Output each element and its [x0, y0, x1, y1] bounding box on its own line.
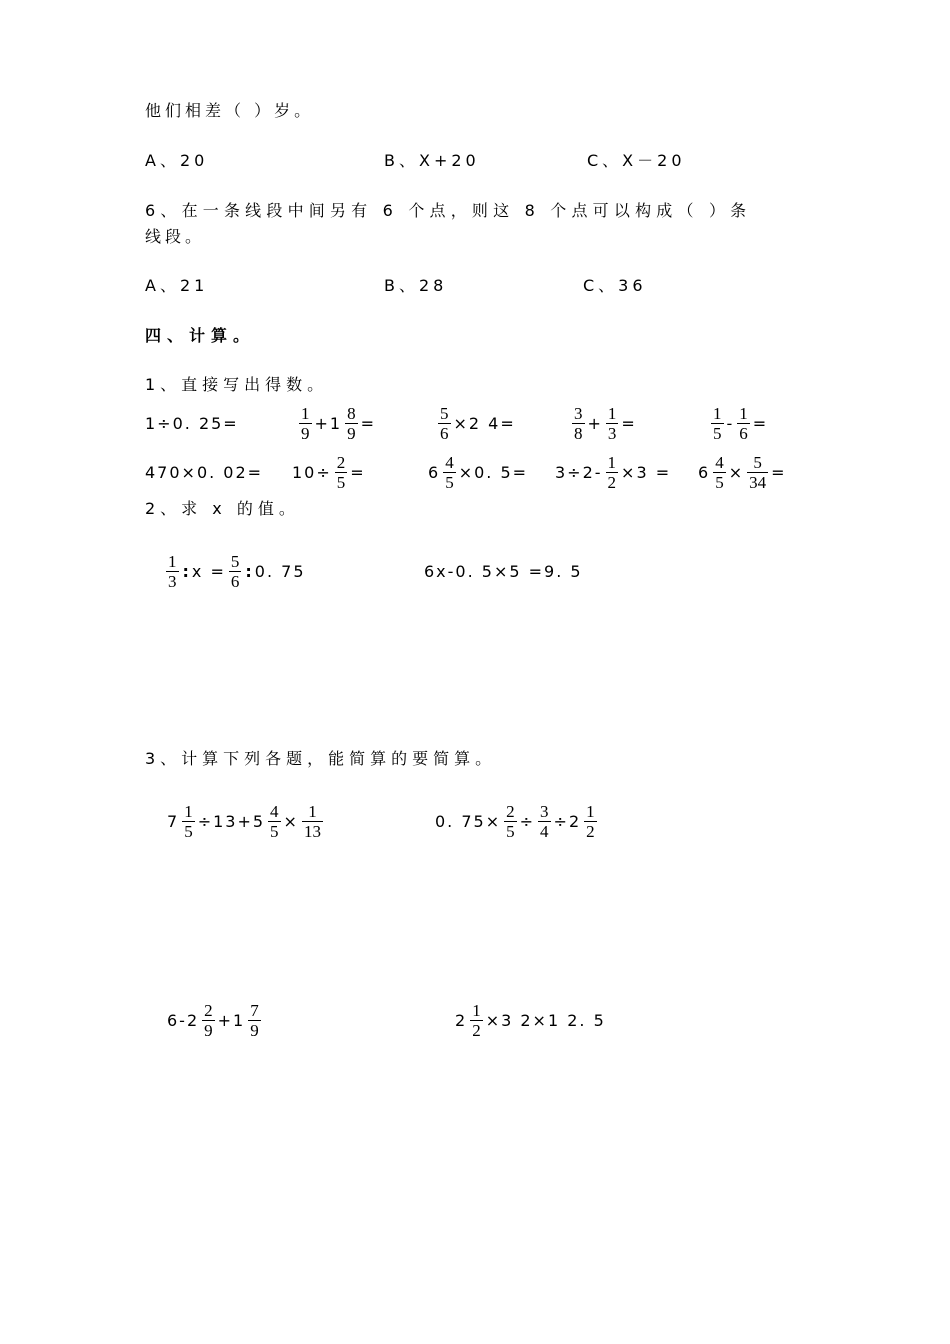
expr-text: 10÷	[292, 462, 332, 482]
fraction	[504, 802, 517, 841]
numerator: 2	[506, 801, 515, 821]
fraction	[345, 404, 358, 443]
expr-text: ÷2	[553, 811, 582, 831]
expr-text: =	[752, 413, 769, 433]
denominator: 9	[204, 1020, 213, 1040]
numerator: 7	[250, 1000, 259, 1020]
oral-expr-1-4	[569, 398, 637, 448]
numerator: 1	[607, 452, 617, 472]
expr-text: 6-2	[167, 1010, 200, 1030]
fraction	[229, 552, 242, 591]
fraction	[470, 1001, 483, 1040]
expr-text: 6	[698, 462, 711, 482]
numerator: 2	[204, 1000, 213, 1020]
expr-text: 3÷2-	[555, 462, 603, 482]
expr-text: 1÷0. 25=	[145, 413, 239, 433]
fraction	[438, 404, 451, 443]
numerator: 4	[445, 452, 454, 472]
expr-text: -	[726, 413, 735, 433]
numerator: 1	[301, 403, 310, 423]
expr-text: ×	[728, 462, 745, 482]
numerator: 1	[607, 403, 617, 423]
expr-text: ÷13+5	[197, 811, 266, 831]
oral-expr-2-5	[698, 447, 787, 497]
numerator: 3	[574, 403, 583, 423]
q6-option-a: A、21	[145, 276, 209, 295]
denominator: 4	[540, 821, 549, 841]
part1-title: 1、直接写出得数。	[145, 375, 329, 394]
expr-text: +1	[314, 413, 343, 433]
q6-stem-line1: 6、在一条线段中间另有 6 个点，则这 8 个点可以构成（ ）条	[145, 201, 752, 220]
expr-text: 6	[428, 462, 441, 482]
denominator: 5	[445, 472, 454, 492]
expr-text: 2	[455, 1010, 468, 1030]
calc-expr-4	[455, 995, 606, 1045]
fraction	[713, 453, 726, 492]
expr-text: ÷	[519, 811, 536, 831]
fraction	[335, 453, 348, 492]
denominator: 9	[347, 423, 356, 443]
denominator: 2	[607, 472, 617, 492]
q5-option-a: A、20	[145, 151, 209, 170]
fraction	[747, 453, 768, 492]
expr-text: 470×0. 02=	[145, 462, 264, 482]
q5-option-b: B、X+20	[384, 151, 480, 170]
calc-expr-2	[435, 796, 600, 846]
oral-expr-1-3	[435, 398, 516, 448]
expr-text: x =	[191, 561, 226, 581]
fraction	[166, 552, 179, 591]
denominator: 13	[303, 821, 321, 841]
ratio-colon: :	[182, 561, 191, 581]
denominator: 5	[270, 821, 279, 841]
oral-expr-1-1	[145, 398, 239, 448]
numerator: 8	[347, 403, 356, 423]
denominator: 5	[713, 423, 722, 443]
numerator: 1	[472, 1000, 481, 1020]
expr-text: +1	[217, 1010, 246, 1030]
expr-text: ×3 2×1 2. 5	[485, 1010, 606, 1030]
part3-title: 3、计算下列各题，能简算的要简算。	[145, 749, 497, 768]
ratio-colon: :	[245, 561, 254, 581]
expr-text: +	[587, 413, 603, 433]
oral-expr-2-1	[145, 447, 263, 497]
expr-text: ×3 =	[621, 462, 672, 482]
fraction	[606, 404, 619, 443]
fraction	[584, 802, 597, 841]
expr-text: =	[360, 413, 376, 433]
denominator: 5	[336, 472, 346, 492]
denominator: 2	[586, 821, 595, 841]
numerator: 5	[440, 403, 449, 423]
q5-option-c: C、X－20	[587, 151, 686, 170]
numerator: 1	[739, 403, 748, 423]
numerator: 5	[753, 452, 762, 472]
fraction	[737, 404, 750, 443]
expr-text: =	[350, 462, 366, 482]
part2-title: 2、求 x 的值。	[145, 499, 300, 518]
fraction	[182, 802, 195, 841]
expr-text: 0. 75×	[435, 811, 502, 831]
denominator: 9	[301, 423, 310, 443]
expr-text: 7	[167, 811, 180, 831]
fraction	[268, 802, 281, 841]
q5-stem: 他们相差（ ）岁。	[145, 101, 315, 120]
expr-text: =	[621, 413, 637, 433]
numerator: 4	[270, 801, 279, 821]
equation-1	[163, 546, 306, 596]
denominator: 5	[715, 472, 724, 492]
q6-stem-line2: 线段。	[145, 227, 206, 246]
fraction	[606, 453, 619, 492]
denominator: 6	[230, 571, 240, 591]
fraction	[443, 453, 456, 492]
numerator: 1	[713, 403, 722, 423]
numerator: 2	[336, 452, 346, 472]
denominator: 9	[250, 1020, 259, 1040]
numerator: 1	[168, 551, 177, 571]
numerator: 5	[230, 551, 240, 571]
expr-text: =	[771, 462, 787, 482]
fraction	[711, 404, 724, 443]
oral-expr-1-2	[296, 398, 376, 448]
numerator: 1	[308, 801, 317, 821]
expr-text: ×0. 5=	[458, 462, 529, 482]
numerator: 1	[586, 801, 595, 821]
denominator: 3	[168, 571, 177, 591]
oral-expr-2-2	[292, 447, 366, 497]
fraction	[538, 802, 551, 841]
q6-option-b: B、28	[384, 276, 448, 295]
calc-expr-3	[167, 995, 264, 1045]
calc-expr-1	[167, 796, 326, 846]
denominator: 8	[574, 423, 583, 443]
denominator: 6	[440, 423, 449, 443]
expr-text: ×2 4=	[453, 413, 516, 433]
fraction	[248, 1001, 261, 1040]
fraction	[202, 1001, 215, 1040]
fraction	[299, 404, 312, 443]
denominator: 34	[749, 472, 767, 492]
denominator: 5	[184, 821, 193, 841]
expr-text: ×	[283, 811, 299, 831]
numerator: 4	[715, 452, 724, 472]
oral-expr-2-3	[428, 447, 528, 497]
q6-option-c: C、36	[583, 276, 647, 295]
numerator: 1	[184, 801, 193, 821]
expr-text: 0. 75	[254, 561, 306, 581]
oral-expr-2-4	[555, 447, 671, 497]
numerator: 3	[540, 801, 549, 821]
equation-2	[424, 546, 583, 596]
oral-expr-1-5	[708, 398, 768, 448]
denominator: 3	[607, 423, 617, 443]
section-title: 四、计算。	[145, 326, 256, 345]
fraction	[302, 802, 323, 841]
denominator: 5	[506, 821, 515, 841]
expr-text: 6x-0. 5×5 =9. 5	[424, 561, 583, 581]
denominator: 6	[739, 423, 748, 443]
fraction	[572, 404, 585, 443]
denominator: 2	[472, 1020, 481, 1040]
